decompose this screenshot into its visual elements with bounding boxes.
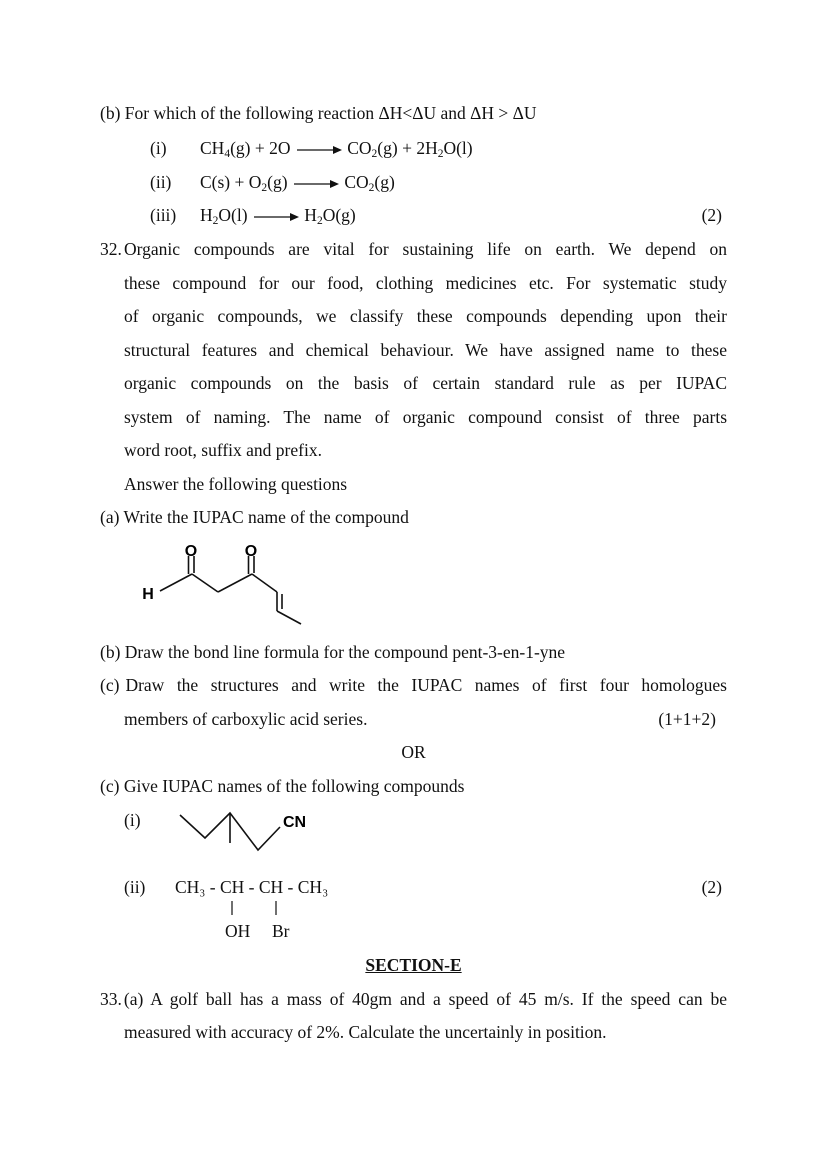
q32c-alt-ii-formula: CH₃ - CH - CH - CH₃ bbox=[175, 877, 329, 897]
structure-a-diagram bbox=[130, 535, 320, 635]
reaction-ii-rhs: $CO_2(g)$ bbox=[344, 172, 395, 194]
reaction-ii bbox=[200, 171, 395, 199]
q32c-alt-ii-sub2: Br bbox=[272, 921, 290, 941]
structure-a-bonds bbox=[160, 556, 301, 624]
bond-c1-c2 bbox=[192, 574, 218, 592]
q33-text2: measured with accuracy of 2%. Calculate the uncertainly in position. bbox=[124, 1022, 607, 1042]
reaction-i-rhs: $CO_2(g) + 2H_2O(l)$ bbox=[347, 138, 473, 160]
atom-o1: O bbox=[184, 543, 198, 560]
q31b-line bbox=[100, 102, 537, 124]
q32-paragraph-line: Organic compounds are vital for sustaining life on earth. We depend on bbox=[124, 239, 727, 259]
reaction-iii-number: (iii) bbox=[150, 205, 177, 225]
q32c-alt-i-label: (i) bbox=[124, 810, 141, 830]
structure-ci-diagram bbox=[170, 805, 320, 860]
q32c-marks: (1+1+2) bbox=[658, 709, 716, 729]
q32c-alt-label: (c) bbox=[100, 776, 120, 796]
q32-paragraph-line: of organic compounds, we classify these compounds depending upon their bbox=[124, 306, 727, 326]
reaction-i-lhs: $CH_4(g) + 2O$ bbox=[200, 138, 291, 160]
bond-c3-c4 bbox=[252, 574, 277, 592]
q32b-line bbox=[100, 641, 565, 663]
reaction-arrow bbox=[252, 211, 300, 223]
q31b-marks: (2) bbox=[701, 205, 722, 225]
q32c-alt-ii-sub1: OH bbox=[225, 921, 251, 941]
q32c-text1: Draw the structures and write the IUPAC names of first four homologues bbox=[125, 675, 727, 695]
atom-o2: O bbox=[244, 543, 258, 560]
reaction-ii-number: (ii) bbox=[150, 172, 172, 192]
q32-paragraph-line: word root, suffix and prefix. bbox=[124, 440, 322, 460]
reaction-iii-lhs: $H_2O(l)$ bbox=[200, 205, 248, 227]
structure-ci-group: CN bbox=[283, 814, 307, 831]
q32c-alt-ii-label: (ii) bbox=[124, 877, 146, 897]
bond-c2-c3 bbox=[218, 574, 252, 592]
q32-number: 32. bbox=[100, 239, 122, 259]
q32b-text: Draw the bond line formula for the compound pent-3-en-1-yne bbox=[124, 642, 566, 662]
q32-paragraph-line: structural features and chemical behaviour. We have assigned name to these bbox=[124, 340, 727, 360]
structure-cii-bonds bbox=[220, 899, 300, 917]
q32c-line1 bbox=[100, 674, 727, 696]
bond-h-c1 bbox=[160, 574, 192, 591]
q32-paragraph-line: organic compounds on the basis of certain standard rule as per IUPAC bbox=[124, 373, 727, 393]
atom-h: H bbox=[142, 586, 154, 603]
q32a-text: Write the IUPAC name of the compound bbox=[123, 507, 409, 527]
bond-c5-c6 bbox=[277, 611, 301, 624]
q32-paragraph-line: these compound for our food, clothing medicines etc. For systematic study bbox=[124, 273, 727, 293]
reaction-arrow bbox=[295, 144, 343, 156]
or-divider: OR bbox=[401, 742, 426, 762]
q31b-text: For which of the following reaction ΔH<ΔU and ΔH > ΔU bbox=[124, 103, 537, 123]
reaction-ii-lhs: $C(s) + O_2(g)$ bbox=[200, 172, 288, 194]
reaction-i bbox=[200, 137, 473, 165]
section-e-heading: SECTION-E bbox=[365, 955, 462, 975]
q33-number: 33. bbox=[100, 989, 122, 1009]
q32-paragraph-line: system of naming. The name of organic compound consist of three parts bbox=[124, 407, 727, 427]
q32b-label: (b) bbox=[100, 642, 121, 662]
reaction-arrow bbox=[292, 178, 340, 190]
q32a-line bbox=[100, 506, 409, 528]
reaction-i-number: (i) bbox=[150, 138, 167, 158]
q32c-alt-line bbox=[100, 775, 464, 797]
q32c-label: (c) bbox=[100, 675, 120, 695]
q31b-label: (b) bbox=[100, 103, 121, 123]
q32c-alt-marks: (2) bbox=[701, 877, 722, 897]
q32-instruction: Answer the following questions bbox=[124, 474, 348, 494]
q33-line1 bbox=[100, 988, 727, 1010]
q32a-label: (a) bbox=[100, 507, 120, 527]
reaction-iii bbox=[200, 204, 356, 232]
q32c-text2: members of carboxylic acid series. bbox=[124, 709, 368, 729]
q33-text1: (a) A golf ball has a mass of 40gm and a speed of 45 m/s. If the speed can be bbox=[123, 989, 727, 1009]
reaction-iii-rhs: $H_2O(g)$ bbox=[304, 205, 356, 227]
q32c-alt-text: Give IUPAC names of the following compounds bbox=[123, 776, 465, 796]
